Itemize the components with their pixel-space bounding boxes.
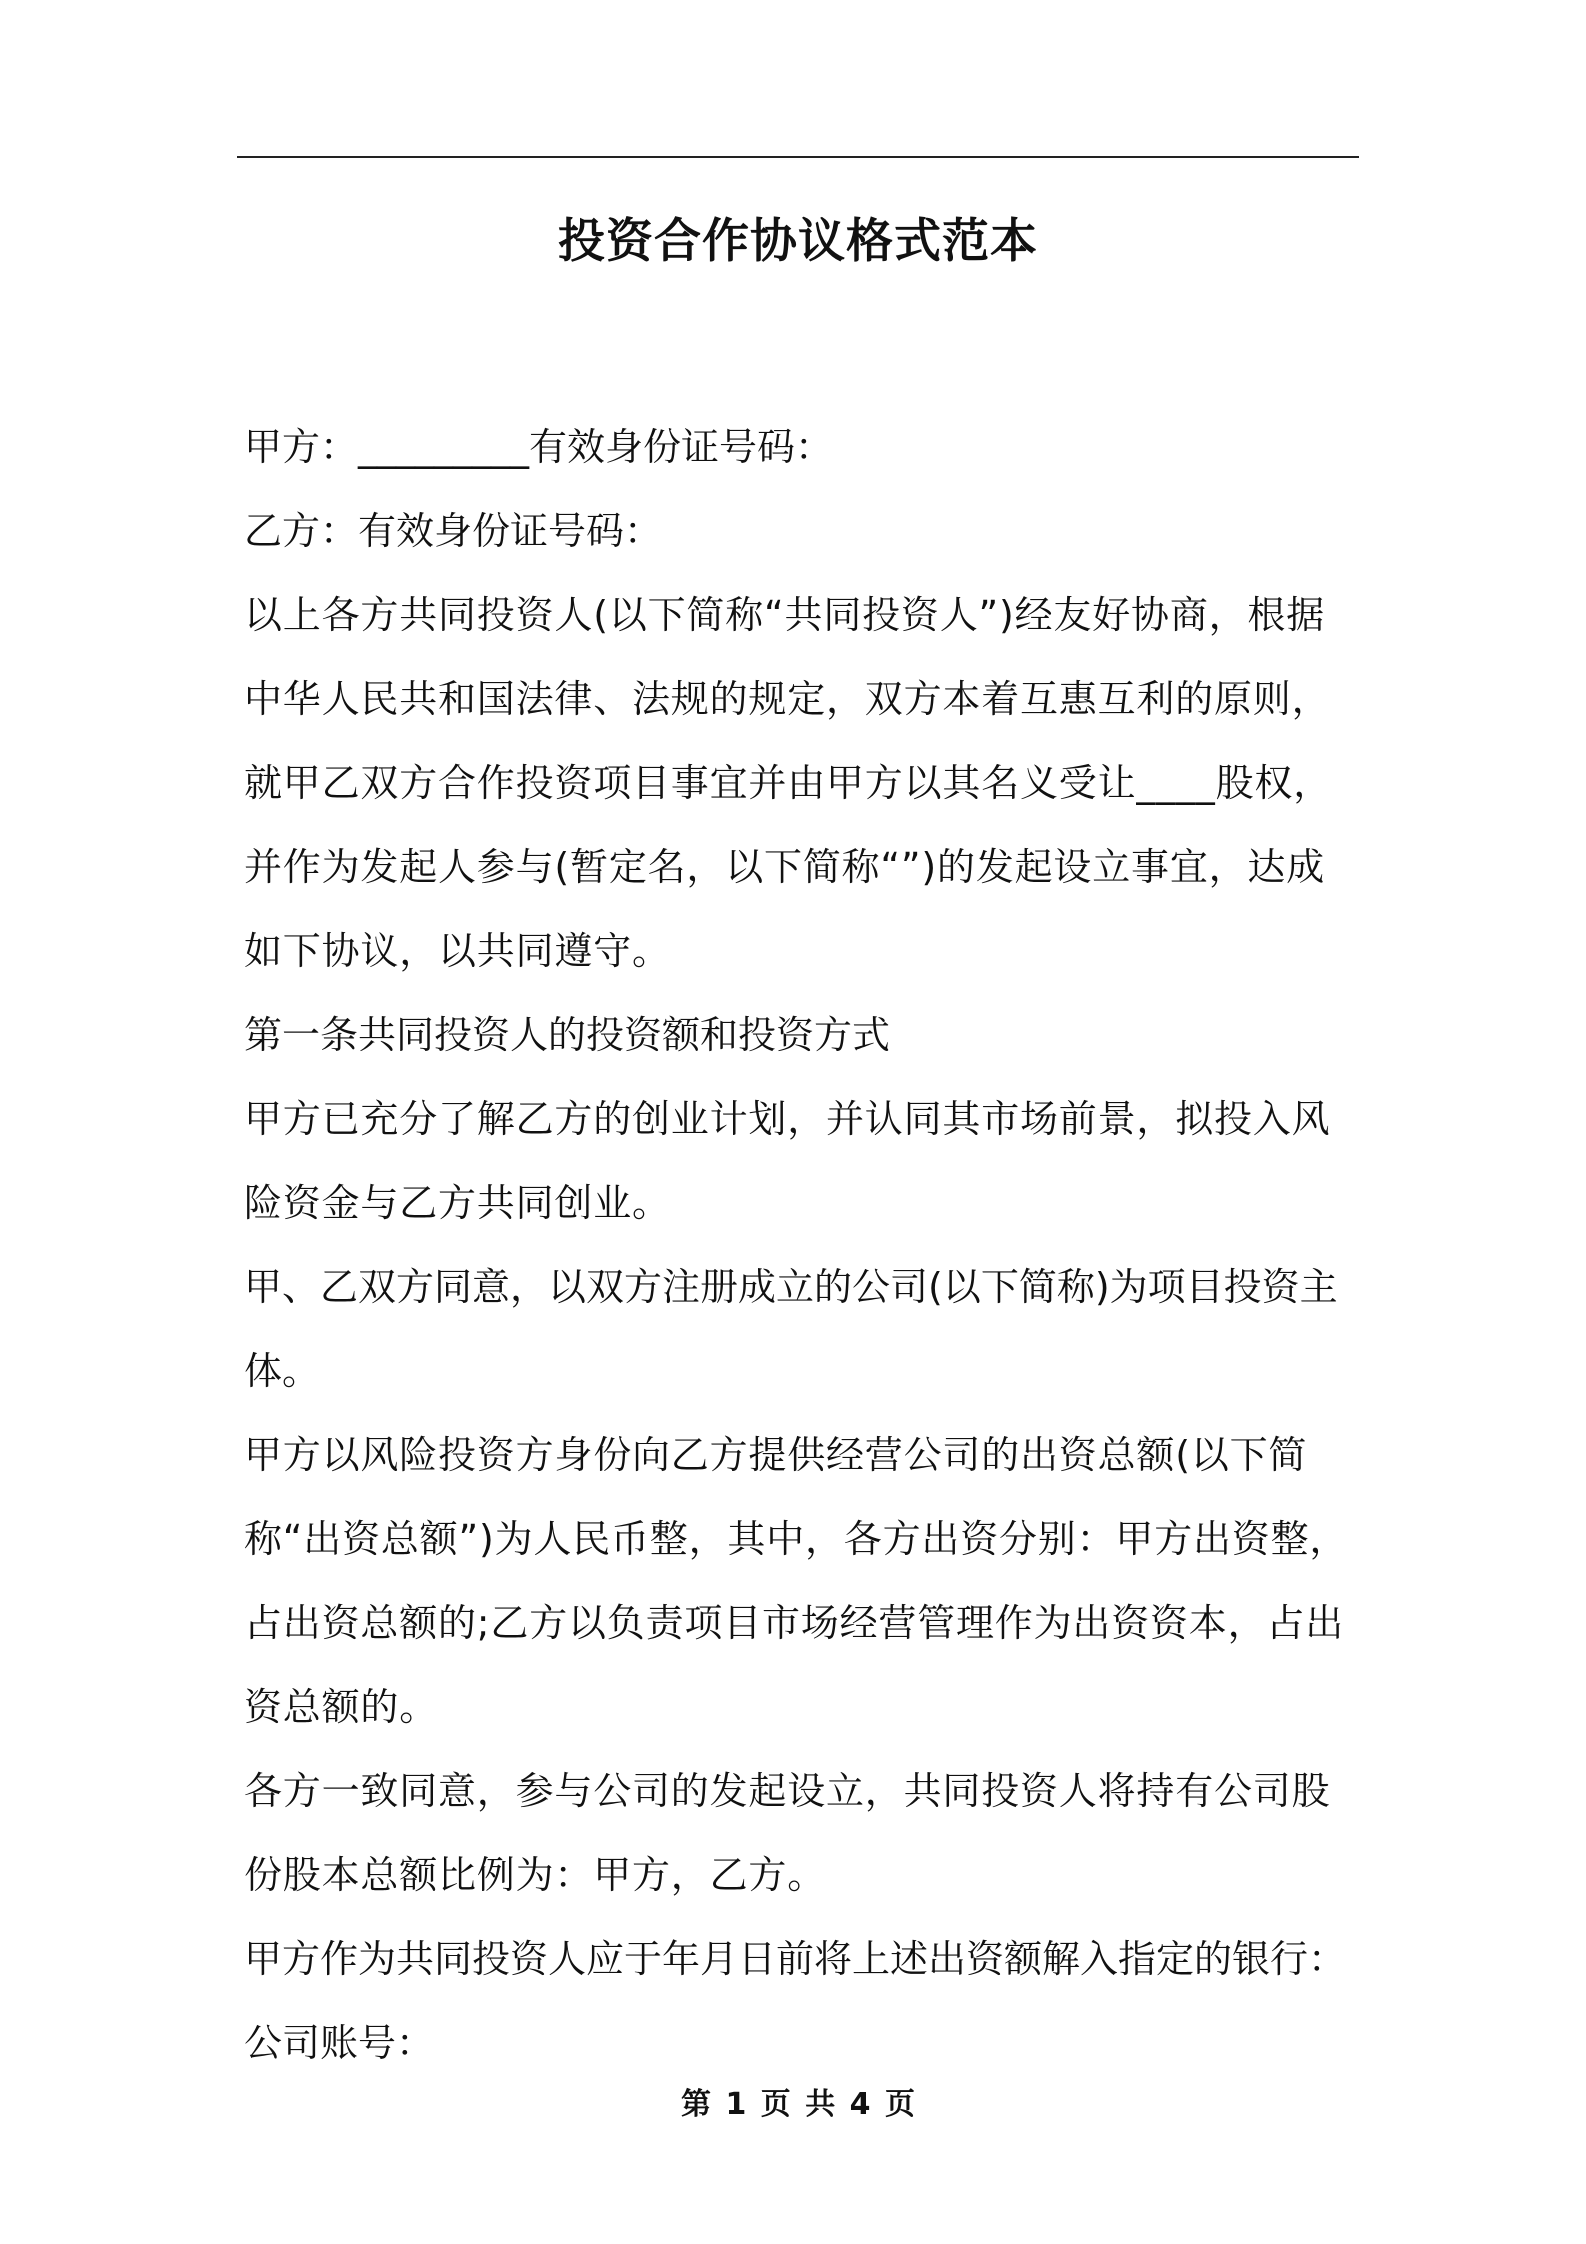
preamble-paragraph: 以上各方共同投资人(以下简称“共同投资人”)经友好协商，根据中华人民共和国法律、法规的规定，双方本着互惠互利的原则，就甲乙双方合作投资项目事宜并由甲方以其名义受让____股权，并作为发起人参与(暂定名，以下简称“”)的发起设立事宜，达成如下协议，以共同遵守。: [244, 593, 1333, 973]
document-body: [244, 405, 1362, 2085]
article-one-heading: 第一条共同投资人的投资额和投资方式: [244, 1013, 891, 1057]
party-b-line: 乙方：有效身份证号码：: [244, 509, 663, 553]
body-paragraph: 各方一致同意，参与公司的发起设立，共同投资人将持有公司股份股本总额比例为：甲方，乙方。: [244, 1769, 1331, 1897]
body-paragraph: 甲、乙双方同意，以双方注册成立的公司(以下简称)为项目投资主体。: [244, 1265, 1338, 1393]
company-account-line: 公司账号：: [244, 2021, 435, 2065]
document-title: 投资合作协议格式范本: [558, 214, 1038, 269]
header-rule: [237, 156, 1359, 158]
body-paragraph: 甲方作为共同投资人应于年月日前将上述出资额解入指定的银行：: [244, 1937, 1347, 1981]
body-paragraph: 甲方以风险投资方身份向乙方提供经营公司的出资总额(以下简称“出资总额”)为人民币整，其中，各方出资分别：甲方出资整，占出资总额的;乙方以负责项目市场经营管理作为出资资本，占出资总额的。: [244, 1433, 1349, 1729]
body-paragraph: 甲方已充分了解乙方的创业计划，并认同其市场前景，拟投入风险资金与乙方共同创业。: [244, 1097, 1331, 1225]
party-a-line: 甲方：_________有效身份证号码：: [244, 425, 834, 469]
page-number-footer: 第 1 页 共 4 页: [681, 2087, 915, 2122]
